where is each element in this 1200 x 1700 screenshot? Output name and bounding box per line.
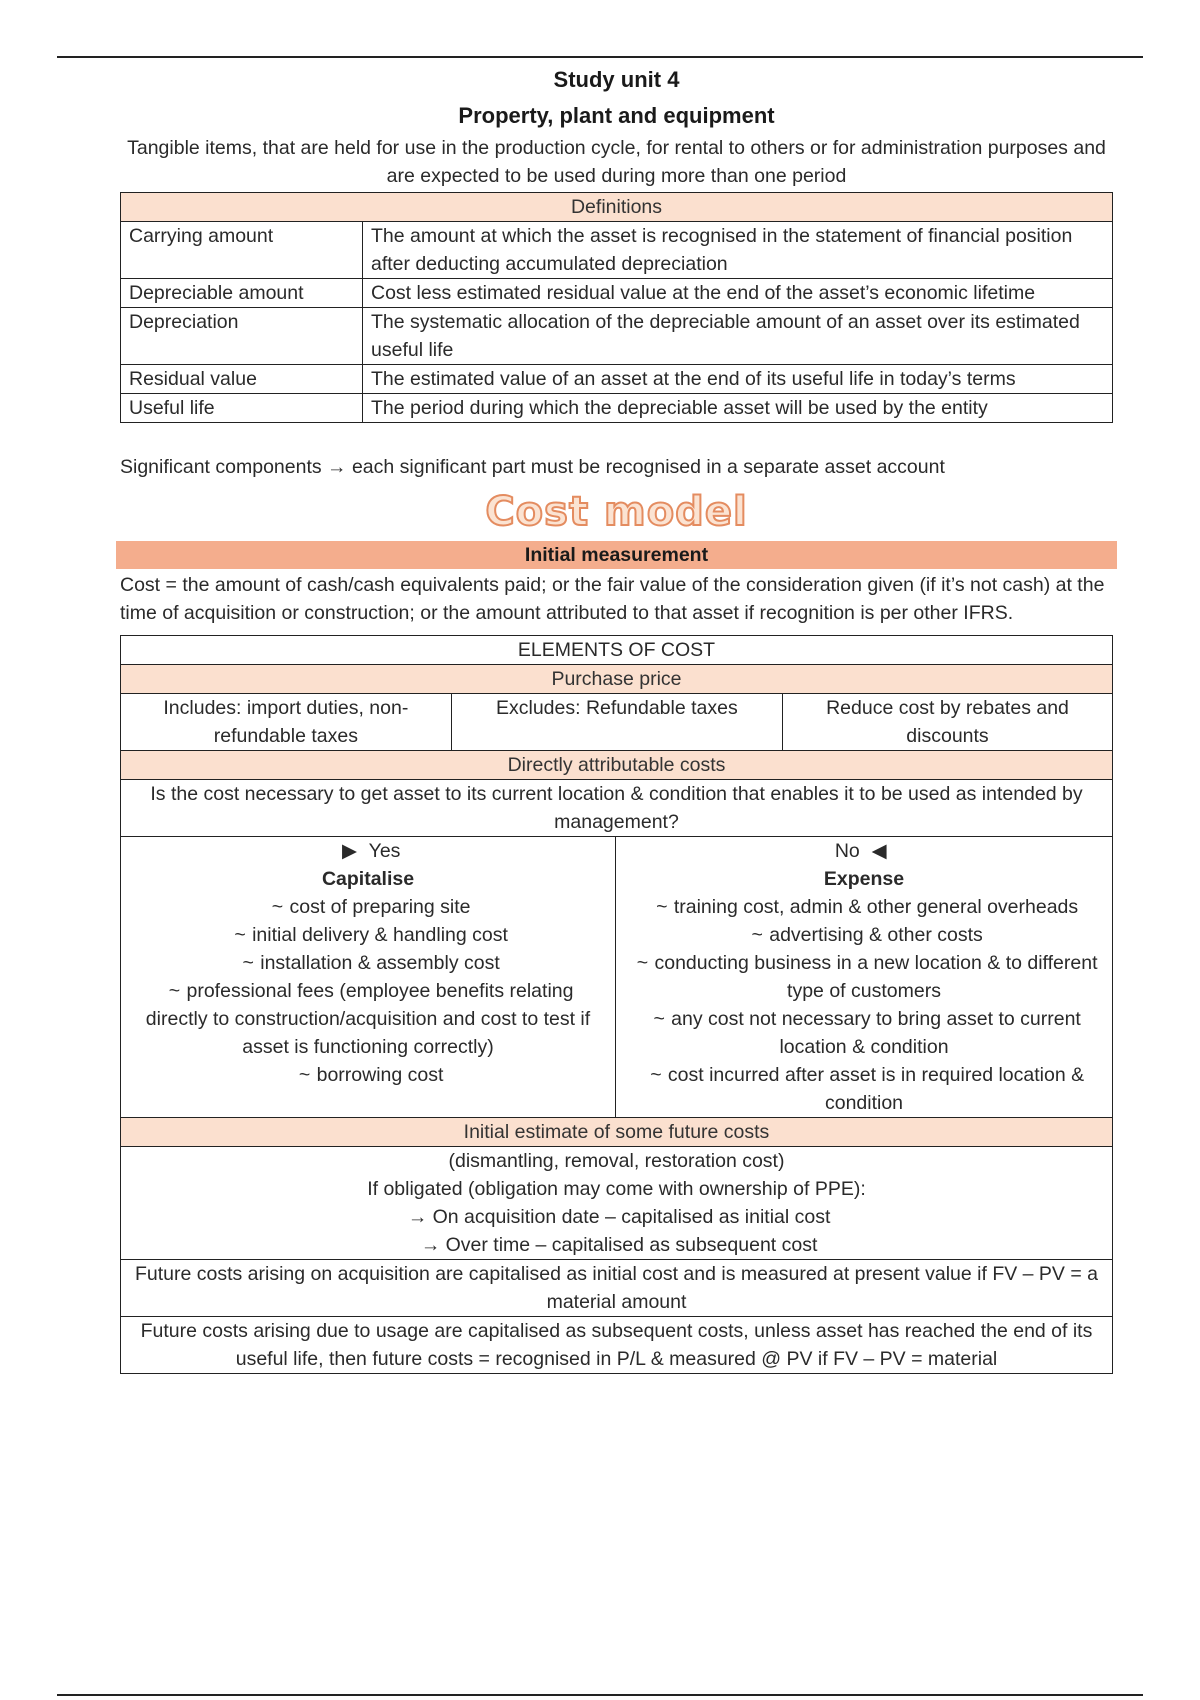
capitalise-heading: Capitalise: [321, 868, 415, 890]
list-item: ~ any cost not necessary to bring asset to current location & condition: [653, 1008, 1081, 1058]
unit-title: Study unit 4: [553, 67, 680, 92]
definition-term: Carrying amount: [121, 222, 363, 279]
list-item: ~ initial delivery & handling cost: [234, 924, 508, 946]
attributable-question-cell: [121, 780, 1113, 837]
list-item: → Over time – capitalised as subsequent cost: [129, 1231, 1104, 1259]
attributable-question: Is the cost necessary to get asset to its current location & condition that enables it to be used as intended by management?: [150, 783, 1083, 833]
topic-title: Property, plant and equipment: [458, 103, 775, 128]
definition-term: Depreciable amount: [121, 279, 363, 308]
definition-term: Residual value: [121, 365, 363, 394]
list-item: ~ conducting business in a new location & to different type of customers: [636, 952, 1098, 1002]
future-costs-line2: If obligated (obligation may come with ownership of PPE):: [367, 1178, 866, 1200]
list-item: ~ installation & assembly cost: [242, 952, 500, 974]
future-costs-cell: [121, 1147, 1113, 1260]
table-row: [121, 394, 1113, 423]
elements-heading: ELEMENTS OF COST: [121, 636, 1113, 665]
significant-components-note: Significant components → each significant part must be recognised in a separate asset account: [120, 456, 945, 478]
definition-text: The systematic allocation of the depreciable amount of an asset over its estimated useful life: [363, 308, 1113, 365]
list-item: ~ advertising & other costs: [751, 924, 983, 946]
intro-text: Tangible items, that are held for use in the production cycle, for rental to others or for administration purposes and are expected to be used during more than one period: [127, 137, 1106, 187]
page-content: [120, 66, 1113, 1374]
no-arrow-icon: ◀: [871, 840, 887, 862]
table-row: [121, 222, 1113, 279]
definition-text: The amount at which the asset is recognised in the statement of financial position after deducting accumulated depreciation: [363, 222, 1113, 279]
definitions-table: [120, 192, 1113, 423]
table-row: [121, 365, 1113, 394]
future-costs-note2: Future costs arising due to usage are capitalised as subsequent costs, unless asset has reached the end of its useful life, then future costs = recognised in P/L & measured @ PV if FV – PV = material: [121, 1317, 1113, 1374]
definition-term: Useful life: [121, 394, 363, 423]
cost-definition: Cost = the amount of cash/cash equivalents paid; or the fair value of the consideration given (if it’s not cash) at the time of acquisition or construction; or the amount attributed to that asset if recognition is per other IFRS.: [120, 574, 1105, 624]
future-costs-heading: Initial estimate of some future costs: [121, 1118, 1113, 1147]
list-item: ~ cost of preparing site: [271, 896, 471, 918]
excludes-cell: Excludes: Refundable taxes: [451, 694, 782, 751]
reduce-cell: Reduce cost by rebates and discounts: [782, 694, 1112, 751]
table-row: [121, 694, 1113, 751]
cost-model-heading: Cost model: [485, 489, 748, 535]
table-row: [121, 279, 1113, 308]
yes-arrow-icon: ▶: [342, 840, 358, 862]
definition-text: The period during which the depreciable asset will be used by the entity: [363, 394, 1113, 423]
list-item: → On acquisition date – capitalised as initial cost: [129, 1203, 1104, 1231]
no-label: No: [834, 840, 860, 862]
definition-text: Cost less estimated residual value at the end of the asset’s economic lifetime: [363, 279, 1113, 308]
future-costs-note1: Future costs arising on acquisition are capitalised as initial cost and is measured at present value if FV – PV = a material amount: [121, 1260, 1113, 1317]
future-costs-line1: (dismantling, removal, restoration cost): [448, 1150, 785, 1172]
capitalise-column: [121, 837, 616, 1118]
arrow-right-icon: →: [407, 1206, 428, 1228]
purchase-price-heading: Purchase price: [121, 665, 1113, 694]
arrow-right-icon: →: [420, 1234, 441, 1256]
table-row: [121, 308, 1113, 365]
definition-text: The estimated value of an asset at the end of its useful life in today’s terms: [363, 365, 1113, 394]
top-rule: [57, 56, 1143, 58]
yes-label: Yes: [368, 840, 401, 862]
expense-heading: Expense: [823, 868, 905, 890]
list-item: ~ training cost, admin & other general overheads: [656, 896, 1079, 918]
includes-cell: Includes: import duties, non-refundable taxes: [121, 694, 452, 751]
definitions-heading: Definitions: [121, 193, 1113, 222]
list-item: ~ cost incurred after asset is in required location & condition: [650, 1064, 1085, 1114]
list-item: ~ professional fees (employee benefits relating directly to construction/acquisition and cost to test if asset is functioning correctly): [145, 980, 591, 1058]
bottom-rule: [57, 1694, 1143, 1696]
elements-of-cost-table: [120, 635, 1113, 837]
directly-attributable-heading: Directly attributable costs: [121, 751, 1113, 780]
initial-measurement-bar: Initial measurement: [116, 541, 1117, 569]
capitalise-expense-table: [120, 837, 1113, 1374]
list-item: ~ borrowing cost: [298, 1064, 444, 1086]
expense-column: [616, 837, 1113, 1118]
definition-term: Depreciation: [121, 308, 363, 365]
